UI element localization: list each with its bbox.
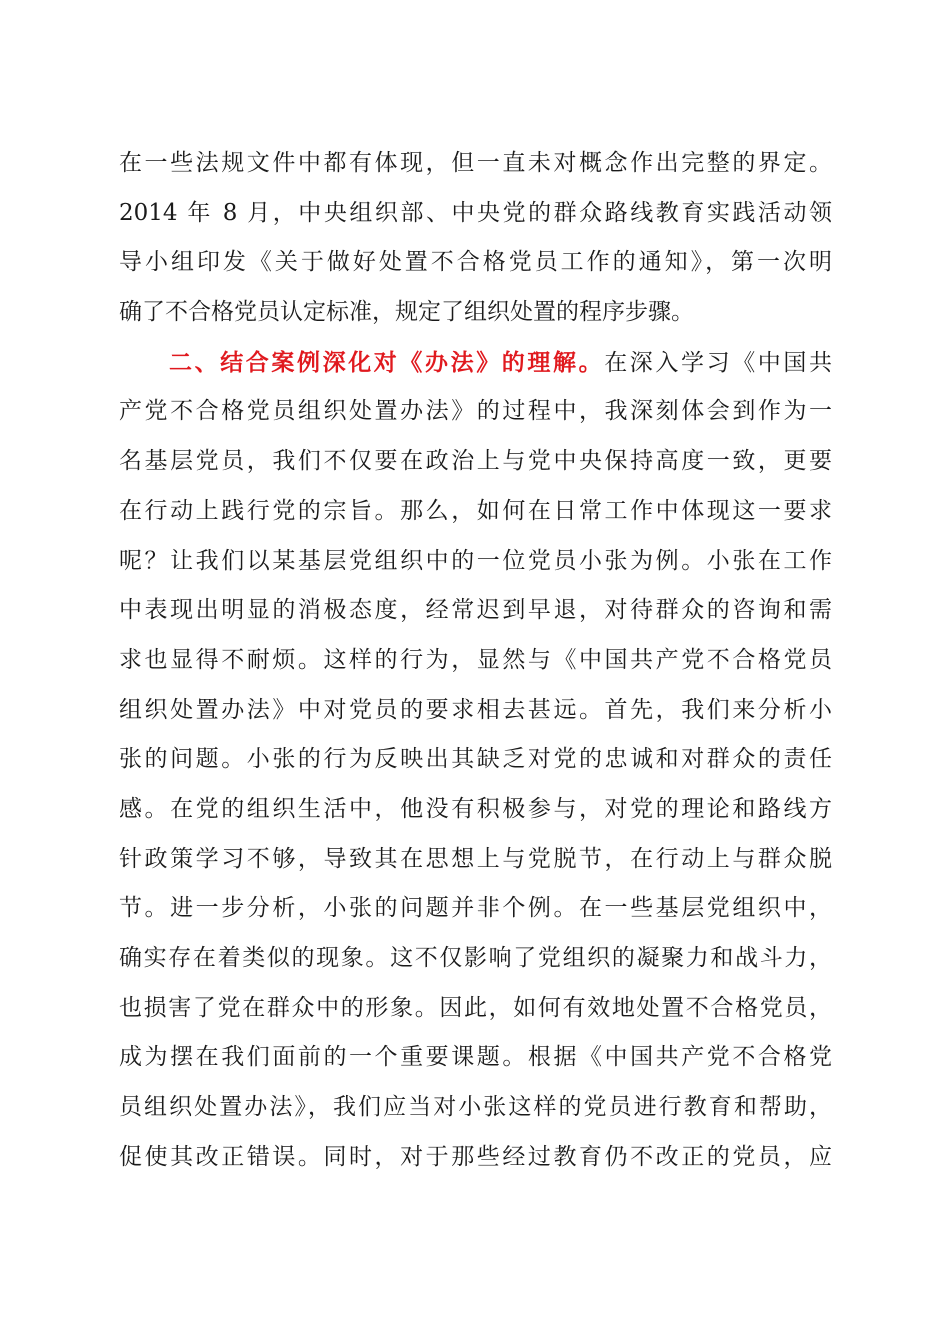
paragraph-2-line: 名基层党员，我们不仅要在政治上与党中央保持高度一致，更要: [119, 448, 832, 475]
paragraph-2-line: 确实存在着类似的现象。这不仅影响了党组织的凝聚力和战斗力，: [119, 945, 832, 971]
paragraph-2-line: 呢？让我们以某基层党组织中的一位党员小张为例。小张在工作: [119, 547, 832, 574]
paragraph-2-line: 成为摆在我们面前的一个重要课题。根据《中国共产党不合格党: [119, 1044, 832, 1071]
paragraph-2-line: 也损害了党在群众中的形象。因此，如何有效地处置不合格党员，: [119, 994, 832, 1021]
paragraph-2-first-line-text: 在深入学习《中国共: [604, 349, 833, 376]
section-heading: 二、结合案例深化对《办法》的理解。: [169, 348, 605, 376]
paragraph-2: [119, 338, 832, 1183]
paragraph-1-line: 2014 年 8 月，中央组织部、中央党的群众路线教育实践活动领: [119, 199, 832, 226]
paragraph-2-line: 促使其改正错误。同时，对于那些经过教育仍不改正的党员，应: [119, 1143, 832, 1170]
paragraph-2-line: 在行动上践行党的宗旨。那么，如何在日常工作中体现这一要求: [119, 497, 832, 524]
paragraph-1-line: 在一些法规文件中都有体现，但一直未对概念作出完整的界定。: [119, 150, 832, 176]
paragraph-2-line: 针政策学习不够，导致其在思想上与党脱节，在行动上与群众脱: [119, 845, 832, 872]
paragraph-2-line: 员组织处置办法》，我们应当对小张这样的党员进行教育和帮助，: [119, 1094, 832, 1121]
paragraph-2-line: 组织处置办法》中对党员的要求相去甚远。首先，我们来分析小: [119, 696, 832, 723]
paragraph-2-line: 产党不合格党员组织处置办法》的过程中，我深刻体会到作为一: [119, 398, 832, 425]
paragraph-2-line: 感。在党的组织生活中，他没有积极参与，对党的理论和路线方: [119, 795, 832, 822]
paragraph-2-first-line: [119, 338, 832, 388]
paragraph-2-line: 节。进一步分析，小张的问题并非个例。在一些基层党组织中，: [119, 895, 832, 922]
paragraph-2-line: 中表现出明显的消极态度，经常迟到早退，对待群众的咨询和需: [119, 597, 832, 624]
paragraph-1-line: 确了不合格党员认定标准，规定了组织处置的程序步骤。: [119, 299, 694, 326]
document-body: [119, 139, 832, 1182]
paragraph-2-line: 张的问题。小张的行为反映出其缺乏对党的忠诚和对群众的责任: [119, 746, 832, 773]
paragraph-1: [119, 139, 832, 338]
paragraph-2-line: 求也显得不耐烦。这样的行为，显然与《中国共产党不合格党员: [119, 646, 832, 673]
paragraph-1-line: 导小组印发《关于做好处置不合格党员工作的通知》，第一次明: [119, 249, 832, 276]
